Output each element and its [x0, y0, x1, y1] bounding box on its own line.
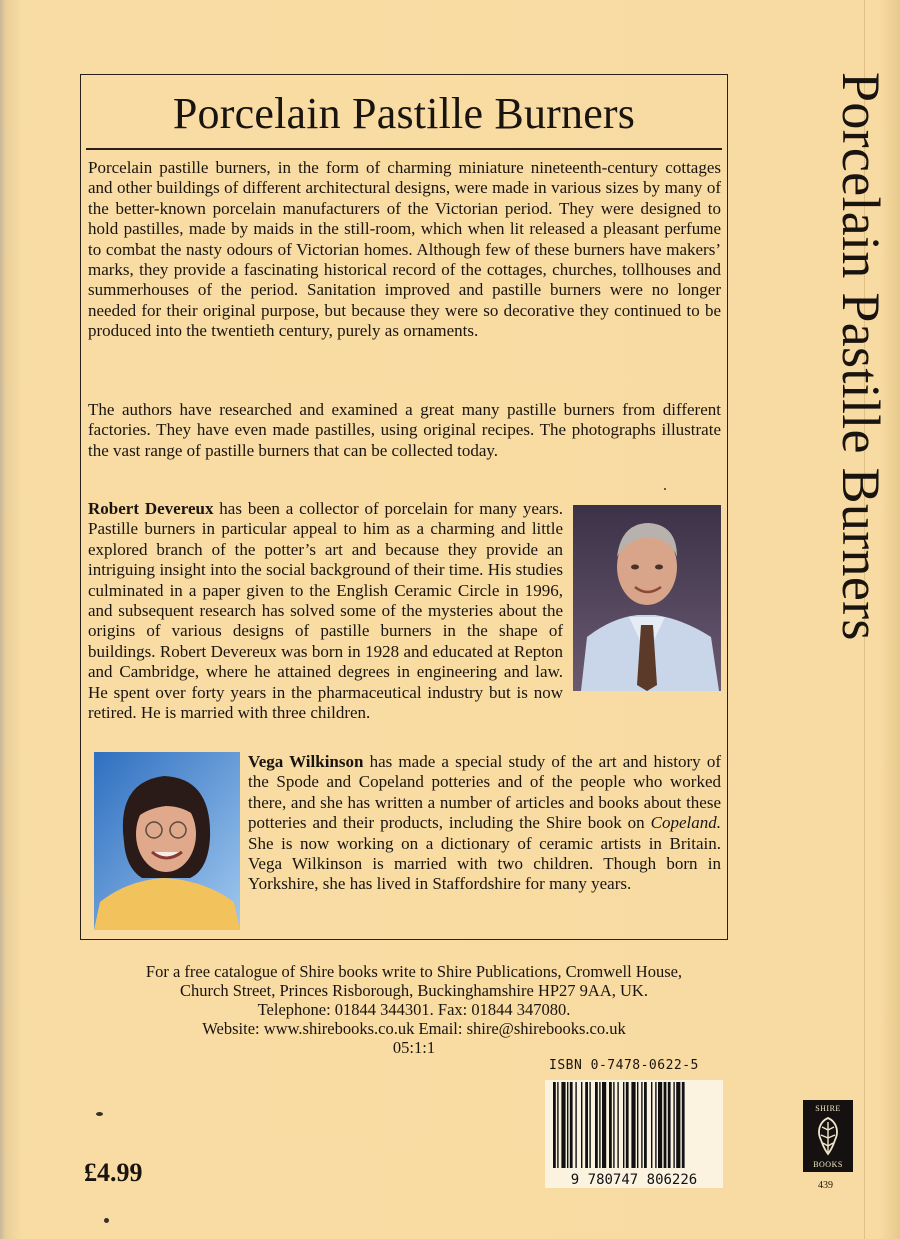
isbn-label: ISBN 0-7478-0622-5 [549, 1058, 699, 1073]
barcode-bar [673, 1082, 674, 1168]
barcode-bar [613, 1082, 614, 1168]
series-number: 439 [818, 1180, 833, 1191]
barcode-bar [599, 1082, 600, 1168]
barcode-bar [668, 1082, 671, 1168]
barcode-bar [553, 1082, 556, 1168]
print-speck [96, 1112, 103, 1116]
barcode-digits: 9 780747 806226 [570, 1172, 698, 1188]
barcode-bar [595, 1082, 598, 1168]
logo-top-text: SHIRE [815, 1104, 841, 1113]
logo-bottom-text: BOOKS [813, 1160, 843, 1169]
author-bio-robert-devereux [88, 499, 721, 723]
author-bio-vega-wilkinson [94, 752, 721, 936]
author-bio-text-2a: has made a special study of the art and history of the Spode and Copeland potteries and of the people who worked there, and she has written a number of articles and books about these potteries and their products, including the Shire book on [248, 752, 721, 833]
barcode-bar [626, 1082, 629, 1168]
barcode-bar [644, 1082, 647, 1168]
barcode [545, 1080, 723, 1188]
barcode-bar [617, 1082, 618, 1168]
barcode-bar [655, 1082, 656, 1168]
author-photo-robert-devereux [573, 505, 721, 691]
print-speck [664, 488, 666, 490]
barcode-bar [561, 1082, 565, 1168]
publisher-address [84, 962, 744, 1057]
barcode-bar [557, 1082, 558, 1168]
barcode-bar [658, 1082, 662, 1168]
barcode-bar [637, 1082, 638, 1168]
author-bio-text-2b: She is now working on a dictionary of ceramic artists in Britain. Vega Wilkinson is married with two children. Though born in Yorkshire, she has lived in Staffordshire for many years. [248, 833, 721, 894]
barcode-bar [651, 1082, 652, 1168]
description-paragraph-1: Porcelain pastille burners, in the form of charming miniature nineteenth-century cottages and other buildings of different architectural designs, were made in various sizes by many of the better-known porcelain manufacturers of the Victorian period. They were designed to hold pastilles, made by maids in the still-room, which when lit released a pleasant perfume to combat the nasty odours of Victorian homes. Although few of these burners have makers’ marks, they provide a fascinating historical record of the cottages, churches, tollhouses and summerhouses of the period. Sanitation improved and pastille burners were no longer needed for their original purpose, but because they were so decorative they continued to be produced into the twentieth century, purely as ornaments. [88, 158, 721, 341]
barcode-bar [664, 1082, 667, 1168]
book-title: Porcelain Pastille Burners [172, 89, 636, 138]
author-name-robert-devereux: Robert Devereux [88, 499, 214, 518]
footer-line-1: For a free catalogue of Shire books write to Shire Publications, Cromwell House, [145, 962, 683, 981]
barcode-bar [609, 1082, 612, 1168]
barcode-bar [641, 1082, 642, 1168]
shire-books-logo [803, 1100, 853, 1172]
spine-title: Porcelain Pastille Burners [831, 72, 891, 641]
author-bio-text-1: has been a collector of porcelain for many years. Pastille burners in particular appeal to him as a charming and little explored branch of the potter’s art and because they provide an intriguing insight into the social background of their time. His studies culminated in a paper given to the English Ceramic Circle in 1996, and subsequent research has solved some of the mysteries about the origins of various designs of pastille burners in the shape of buildings. Robert Devereux was born in 1928 and educated at Repton and Cambridge, where he attained degrees in engineering and law. He spent over forty years in the pharmaceutical industry but is now retired. He is married with three children. [88, 499, 563, 723]
description-paragraph-2: The authors have researched and examined a great many pastille burners from different factories. They have even made pastilles, using original recipes. The photographs illustrate the vast range of pastille burners that can be collected today. [88, 400, 721, 460]
footer-line-3: Telephone: 01844 344301. Fax: 01844 347080. [257, 1000, 571, 1019]
title-rule [86, 148, 722, 150]
barcode-bar [589, 1082, 590, 1168]
footer-line-5: 05:1:1 [392, 1038, 436, 1057]
barcode-bar [676, 1082, 680, 1168]
footer-line-4: Website: www.shirebooks.co.uk Email: shire@shirebooks.co.uk [202, 1019, 626, 1038]
oak-leaf-icon [813, 1116, 843, 1156]
author-photo-vega-wilkinson [94, 752, 240, 930]
barcode-bar [567, 1082, 568, 1168]
barcode-bar [623, 1082, 624, 1168]
barcode-bar [585, 1082, 588, 1168]
barcode-bar [581, 1082, 582, 1168]
barcode-bar [602, 1082, 606, 1168]
price: £4.99 [84, 1158, 143, 1187]
barcode-bar [682, 1082, 685, 1168]
author-bio-book-title: Copeland. [650, 813, 721, 833]
print-speck [104, 1218, 109, 1223]
author-name-vega-wilkinson: Vega Wilkinson [248, 752, 364, 771]
barcode-bar [570, 1082, 573, 1168]
footer-line-2: Church Street, Princes Risborough, Buckinghamshire HP27 9AA, UK. [180, 981, 648, 1000]
barcode-bar [575, 1082, 576, 1168]
barcode-bar [631, 1082, 635, 1168]
